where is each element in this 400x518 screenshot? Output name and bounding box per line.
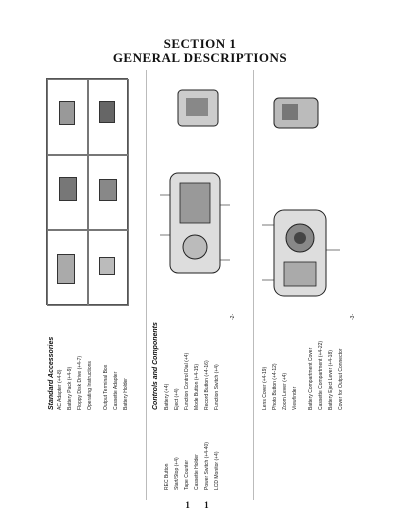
accessories-grid [46,78,128,305]
accessory-item: Battery Pack (+4-9) [67,366,73,410]
accessory-image [99,101,115,123]
accessory-item: Battery Holder [123,378,129,410]
accessories-header: Standard Accessories [48,336,55,410]
accessory-item: Cassette Adapter [113,371,119,410]
control-item: REC Button [164,463,170,490]
accessory-image [99,179,117,201]
page-marker: -2- [230,313,236,320]
camcorder-top-illustration [160,165,232,285]
page-title: GENERAL DESCRIPTIONS [112,50,288,65]
control-item: Mode Button (+4-15) [194,364,200,410]
accessory-item: Floppy Disk Drive (+4-7) [77,355,83,410]
component-item: Battery Compartment Cover [308,347,314,410]
column-divider [146,70,147,500]
component-item: Battery Eject Lever (+4-18) [328,350,334,410]
camcorder-side-illustration [268,90,328,140]
control-item: Cassette Holder [194,454,200,490]
page-number: 1 1 [185,500,215,510]
component-item: Cover for Output Connector [338,348,344,410]
control-item: Battery (+4) [164,383,170,410]
accessory-item: Output Terminal Box [103,364,109,410]
component-item: Photo Button (+4-12) [272,363,278,410]
component-item: Lens Cover (+4-19) [262,366,268,410]
controls-header: Controls and Components [152,322,159,410]
control-item: Power Switch (+4-40) [204,442,210,490]
column-divider [253,70,254,500]
control-item: Start/Stop (+4) [174,457,180,490]
battery-image [59,177,77,201]
control-item: Eject (+4) [174,388,180,410]
document-scan [40,70,360,500]
section-number: SECTION 1 [163,36,237,51]
lcd-detail-illustration [170,80,230,140]
control-item: Record Button (+4-16) [204,360,210,410]
control-item: Tape Counter [184,459,190,490]
accessory-item: Operating Instructions [87,361,93,410]
control-item: LCD Monitor (+4) [214,451,220,490]
component-item: Viewfinder [292,386,298,410]
cable-image [57,254,75,284]
control-item: Function Control Dial (+4) [184,352,190,410]
accessory-item: AC Adapter (+4-8) [57,369,63,410]
component-item: Cassette Compartment (+4-22) [318,340,324,410]
page-marker: -3- [350,313,356,320]
accessory-image [99,257,115,275]
camcorder-front-illustration [262,200,342,305]
control-item: Function Switch (+4) [214,364,220,410]
ac-adapter-image [59,101,75,125]
component-item: Zoom Lever (+4) [282,372,288,410]
